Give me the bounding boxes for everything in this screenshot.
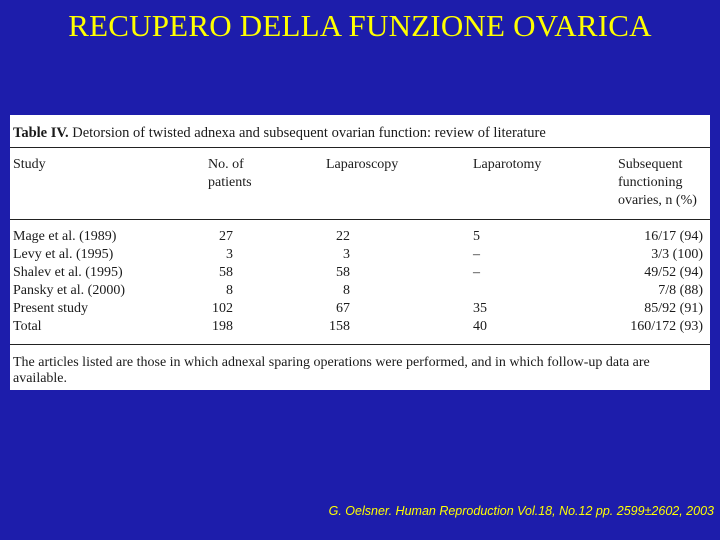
cell-laparoscopy: 158 (329, 319, 350, 334)
cell-subsequent: 3/3 (100) (651, 247, 703, 262)
slide-title: RECUPERO DELLA FUNZIONE OVARICA (68, 8, 652, 43)
cell-laparoscopy: 22 (336, 229, 350, 244)
header-subsequent-line-2: functioning (618, 175, 683, 190)
cell-study: Present study (13, 301, 89, 316)
cell-laparotomy: 40 (473, 319, 487, 334)
cell-patients: 102 (212, 301, 233, 316)
table-footnote: The articles listed are those in which adnexal sparing operations were performed, and in which follow-up data are available. (13, 355, 650, 386)
table-row (10, 246, 710, 264)
header-laparotomy-label: Laparotomy (473, 157, 542, 172)
cell-laparotomy: – (473, 247, 480, 262)
cell-laparotomy: 35 (473, 301, 487, 316)
cell-study: Pansky et al. (2000) (13, 283, 125, 298)
cell-patients: 27 (219, 229, 233, 244)
cell-study: Levy et al. (1995) (13, 247, 114, 262)
header-laparoscopy-label: Laparoscopy (326, 157, 399, 172)
cell-subsequent: 16/17 (94) (644, 229, 703, 244)
cell-laparoscopy: 58 (336, 265, 350, 280)
cell-laparoscopy: 3 (343, 247, 350, 262)
table-caption (13, 125, 546, 142)
cell-subsequent: 7/8 (88) (658, 283, 703, 298)
table-row (10, 282, 710, 300)
table-row (10, 264, 710, 282)
cell-subsequent: 49/52 (94) (644, 265, 703, 280)
citation: G. Oelsner. Human Reproduction Vol.18, No.12 pp. 2599±2602, 2003 (328, 504, 714, 518)
cell-study: Shalev et al. (1995) (13, 265, 123, 280)
header-patients (208, 156, 252, 192)
cell-subsequent: 85/92 (91) (644, 301, 703, 316)
header-rule (10, 219, 710, 220)
header-subsequent-line-1: Subsequent (618, 157, 683, 172)
cell-patients: 58 (219, 265, 233, 280)
table-body (10, 228, 710, 336)
cell-study: Mage et al. (1989) (13, 229, 117, 244)
header-study-label: Study (13, 157, 46, 172)
header-patients-line-1: No. of (208, 157, 244, 172)
cell-laparotomy: – (473, 265, 480, 280)
header-subsequent (618, 156, 697, 210)
header-laparotomy (473, 156, 541, 174)
bottom-rule (10, 344, 710, 345)
header-subsequent-line-3: ovaries, n (%) (618, 193, 697, 208)
cell-patients: 3 (226, 247, 233, 262)
cell-laparotomy: 5 (473, 229, 480, 244)
table-caption-text: Detorsion of twisted adnexa and subsequent ovarian function: review of literature (68, 125, 546, 141)
header-laparoscopy (326, 156, 398, 174)
table-row (10, 228, 710, 246)
cell-patients: 8 (226, 283, 233, 298)
table-caption-label: Table IV. (13, 125, 69, 141)
header-study (13, 156, 46, 174)
cell-patients: 198 (212, 319, 233, 334)
top-rule (10, 147, 710, 148)
header-patients-line-2: patients (208, 175, 252, 190)
cell-subsequent: 160/172 (93) (630, 319, 703, 334)
table-row (10, 300, 710, 318)
cell-laparoscopy: 67 (336, 301, 350, 316)
cell-study: Total (13, 319, 42, 334)
table-row (10, 318, 710, 336)
cell-laparoscopy: 8 (343, 283, 350, 298)
table-panel (10, 115, 710, 390)
